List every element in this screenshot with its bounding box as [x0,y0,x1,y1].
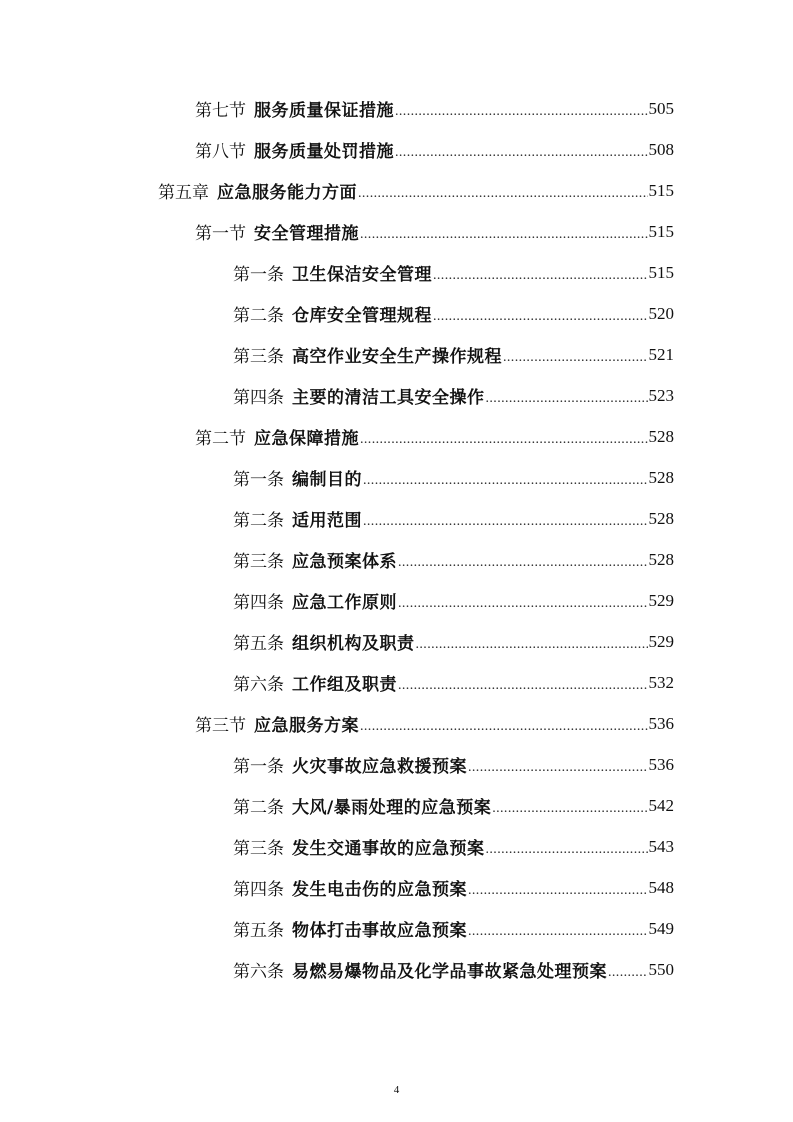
toc-entry [233,908,674,949]
toc-entry-page: 521 [648,344,674,364]
toc-entry-page: 523 [648,385,674,405]
toc-entry [158,170,674,211]
toc-entry [233,785,674,826]
toc-entry-title: 应急预案体系 [292,552,397,572]
page-number: 4 [393,1084,400,1096]
toc-entry-title: 仓库安全管理规程 [292,306,432,326]
toc-entry-number: 第二条 [233,511,284,531]
toc-entry-title: 应急保障措施 [254,429,359,449]
toc-entry-number: 第四条 [233,388,284,408]
toc-entry-number: 第一节 [195,224,246,244]
toc-entry-title: 卫生保洁安全管理 [292,265,432,285]
toc-dot-leader [360,432,648,448]
toc-entry-page: 542 [648,795,674,815]
toc-dot-leader [360,719,648,735]
toc-entry [233,293,674,334]
toc-entry-number: 第八节 [195,142,246,162]
toc-entry-number: 第三条 [233,552,284,572]
toc-entry [195,416,674,457]
toc-entry-page: 529 [648,631,674,651]
toc-entry-number: 第三节 [195,716,246,736]
toc-entry [233,375,674,416]
toc-dot-leader [468,883,648,899]
toc-dot-leader [395,104,648,120]
toc-dot-leader [395,145,648,161]
toc-dot-leader [503,350,648,366]
toc-entry [195,129,674,170]
toc-entry-page: 548 [648,877,674,897]
toc-entry-number: 第六条 [233,962,284,982]
toc-entry-title: 火灾事故应急救援预案 [292,757,467,777]
toc-entry-page: 505 [648,98,674,118]
toc-entry [233,580,674,621]
toc-entry-number: 第五条 [233,921,284,941]
toc-entry-page: 550 [648,959,674,979]
toc-entry [233,662,674,703]
toc-entry-title: 服务质量保证措施 [254,101,394,121]
toc-entry [233,621,674,662]
toc-entry-title: 工作组及职责 [292,675,397,695]
toc-entry-title: 发生交通事故的应急预案 [292,839,485,859]
toc-dot-leader [486,842,648,858]
toc-entry [233,744,674,785]
toc-entry-number: 第五章 [158,183,209,203]
toc-entry-page: 528 [648,467,674,487]
toc-entry-number: 第一条 [233,757,284,777]
toc-entry-page: 508 [648,139,674,159]
toc-entry [233,498,674,539]
toc-entry-page: 549 [648,918,674,938]
toc-entry-title: 发生电击伤的应急预案 [292,880,467,900]
toc-entry-page: 536 [648,713,674,733]
toc-dot-leader [358,186,648,202]
toc-entry-title: 组织机构及职责 [292,634,415,654]
toc-entry-number: 第一条 [233,265,284,285]
toc-entry-page: 528 [648,426,674,446]
toc-dot-leader [486,391,648,407]
toc-entry-title: 高空作业安全生产操作规程 [292,347,502,367]
toc-entry-page: 528 [648,549,674,569]
toc-dot-leader [433,268,648,284]
toc-entry-title: 适用范围 [292,511,362,531]
toc-entry [233,457,674,498]
toc-entry-number: 第五条 [233,634,284,654]
toc-entry [233,949,674,990]
toc-entry-title: 物体打击事故应急预案 [292,921,467,941]
toc-entry-title: 大风/暴雨处理的应急预案 [292,798,492,818]
toc-entry-page: 529 [648,590,674,610]
toc-dot-leader [468,924,648,940]
toc-dot-leader [608,965,648,981]
toc-entry [233,867,674,908]
toc-entry-page: 532 [648,672,674,692]
toc-entry-page: 515 [648,180,674,200]
toc-entry-title: 应急服务方案 [254,716,359,736]
toc-dot-leader [398,555,648,571]
toc-entry-title: 主要的清洁工具安全操作 [292,388,485,408]
toc-entry-number: 第三条 [233,347,284,367]
toc-entry-number: 第四条 [233,880,284,900]
toc-entry-number: 第二节 [195,429,246,449]
toc-entry [195,703,674,744]
toc-entry-number: 第七节 [195,101,246,121]
toc-entry [195,88,674,129]
toc-entry-title: 易燃易爆物品及化学品事故紧急处理预案 [292,962,607,982]
toc-entry-title: 应急工作原则 [292,593,397,613]
toc-dot-leader [468,760,648,776]
toc-entry-title: 安全管理措施 [254,224,359,244]
toc-dot-leader [398,678,648,694]
toc-dot-leader [398,596,648,612]
toc-dot-leader [492,801,647,817]
toc-entry-number: 第六条 [233,675,284,695]
toc-entry-page: 515 [648,221,674,241]
toc-entry-title: 应急服务能力方面 [217,183,357,203]
toc-entry [233,252,674,293]
toc-entry [195,211,674,252]
toc-entry-number: 第四条 [233,593,284,613]
toc-entry-page: 520 [648,303,674,323]
toc-entry-page: 536 [648,754,674,774]
toc-entry-number: 第二条 [233,798,284,818]
toc-entry-number: 第三条 [233,839,284,859]
toc-dot-leader [363,473,648,489]
toc-entry-number: 第一条 [233,470,284,490]
toc-entry [233,334,674,375]
toc-entry-title: 编制目的 [292,470,362,490]
toc-entry-title: 服务质量处罚措施 [254,142,394,162]
toc-entry-page: 515 [648,262,674,282]
toc-dot-leader [416,637,648,653]
toc-entry-number: 第二条 [233,306,284,326]
toc-dot-leader [433,309,648,325]
toc-entry [233,826,674,867]
toc-dot-leader [363,514,648,530]
toc-entry-page: 528 [648,508,674,528]
toc-entry-page: 543 [648,836,674,856]
toc-dot-leader [360,227,648,243]
toc-entry [233,539,674,580]
